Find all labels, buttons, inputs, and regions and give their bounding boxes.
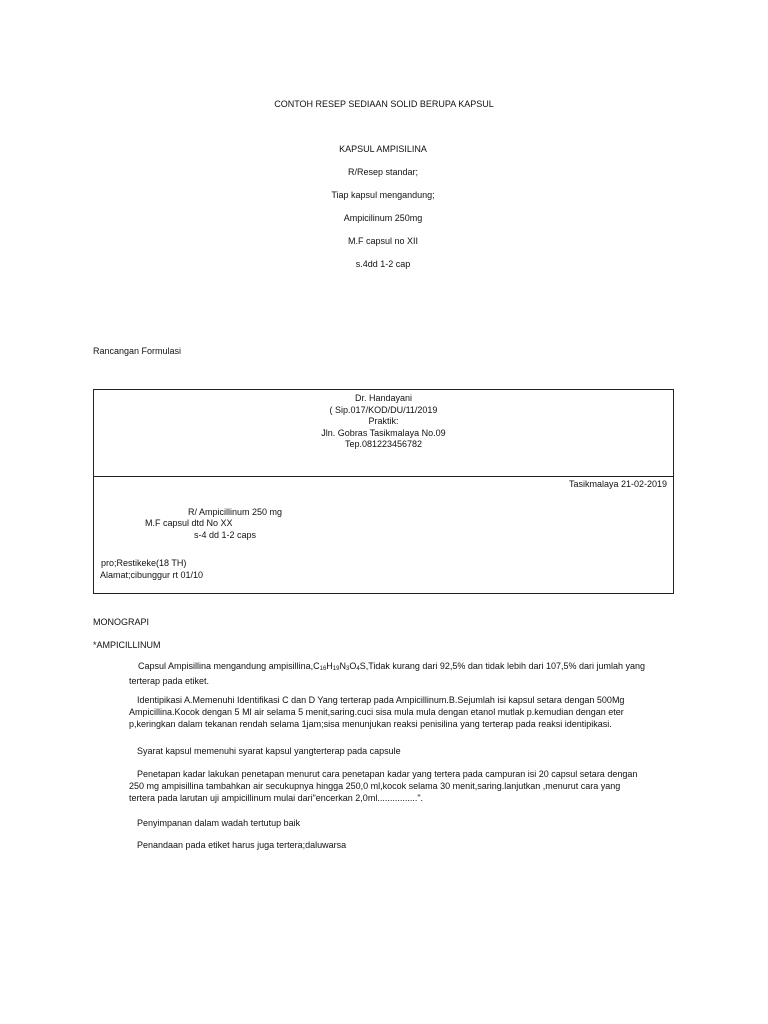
paragraph-penyimpanan [129,817,679,829]
paragraph-penandaan [129,839,679,851]
paragraph-penetapan-kadar [129,768,679,804]
document-title: CONTOH RESEP SEDIAAN SOLID BERUPA KAPSUL [274,99,494,109]
p5-text: Penyimpanan dalam wadah tertutup baik [137,818,301,828]
prescription-header-box [93,389,674,477]
p2-text-a: Identipikasi A.Memenuhi Identifikasi C dan D Yang terterap pada Ampicillinum.B.Sejumlah isi kapsul setara dengan 500Mg [137,695,625,705]
recipe-line-contents: Tiap kapsul mengandung; [331,190,435,200]
formula-o: O [349,661,357,671]
formula-sub-4: 4 [356,666,360,672]
p6-text: Penandaan pada etiket harus juga tertera;daluwarsa [137,840,347,850]
paragraph-syarat [129,745,679,757]
recipe-line-mf: M.F capsul no XII [347,236,419,246]
formula-sub-19: 19 [332,666,340,672]
formula-sub-16: 16 [319,666,327,672]
recipe-name: KAPSUL AMPISILINA [339,144,427,154]
recipe-line-standard: R/Resep standar; [347,167,419,177]
rx-line-signa: s-4 dd 1-2 caps [194,530,257,540]
patient-address: Alamat;cibunggur rt 01/10 [100,570,204,580]
prescription-date: Tasikmalaya 21-02-2019 [568,479,667,489]
doctor-name: Dr. Handayani [354,393,413,403]
p1-text-a: Capsul Ampisillina mengandung ampisillina,C [138,661,320,671]
p4-text-b: 250 mg ampisillina tambahkan air secukupnya hingga 250,0 ml,kocok selama 30 menit,saring.lanjutkan ,menurut cara yang [129,781,621,791]
subsection-heading-ampicillinum: *AMPICILLINUM [93,640,161,650]
section-heading-formulasi: Rancangan Formulasi [93,346,182,356]
section-heading-monografi: MONOGRAPI [93,617,150,627]
p4-text-a: Penetapan kadar lakukan penetapan menurut cara penetapan kadar yang tertera pada campuran isi 20 capsul setara dengan [137,769,638,779]
formula-n: N [339,661,346,671]
p2-text-b: Ampicillina.Kocok dengan 5 Ml air selama 5 menit,saring.cuci sisa mula mula dengan etanol mutlak p.kemudian dengan eter [129,707,624,717]
prescription-body-box [93,477,674,594]
doctor-sip: ( Sip.017/KOD/DU/11/2019 [329,405,438,415]
p2-text-c: p,keringkan dalam tekanan rendah selama 1jam;sisa menunjukan reaksi penisilina yang terterap pada reaksi identipikasi. [129,719,612,729]
p4-text-c: tertera pada larutan uji ampicillinum mulai dari"encerkan 2,0ml................". [129,793,424,803]
p1-text-c: terterap pada etiket. [129,676,210,686]
patient-name: pro;Restikeke(18 TH) [101,558,187,568]
doctor-address: Jln. Gobras Tasikmalaya No.09 [321,428,446,438]
formula-h: H [326,661,333,671]
doctor-phone: Tep.081223456782 [344,439,423,449]
rx-line-ampicillin: R/ Ampicillinum 250 mg [188,507,283,517]
rx-line-mf: M.F capsul dtd No XX [145,518,233,528]
recipe-line-dose: Ampicilinum 250mg [343,213,423,223]
paragraph-identifikasi [129,694,679,730]
formula-sub-3: 3 [345,666,350,672]
p3-text: Syarat kapsul memenuhi syarat kapsul yangterterap pada capsule [137,746,401,756]
p1-text-b: S,Tidak kurang dari 92,5% dan tidak lebih dari 107,5% dari jumlah yang [359,661,646,671]
recipe-line-signa: s.4dd 1-2 cap [355,259,411,269]
praktik-label: Praktik: [368,416,399,426]
paragraph-content [129,660,679,687]
